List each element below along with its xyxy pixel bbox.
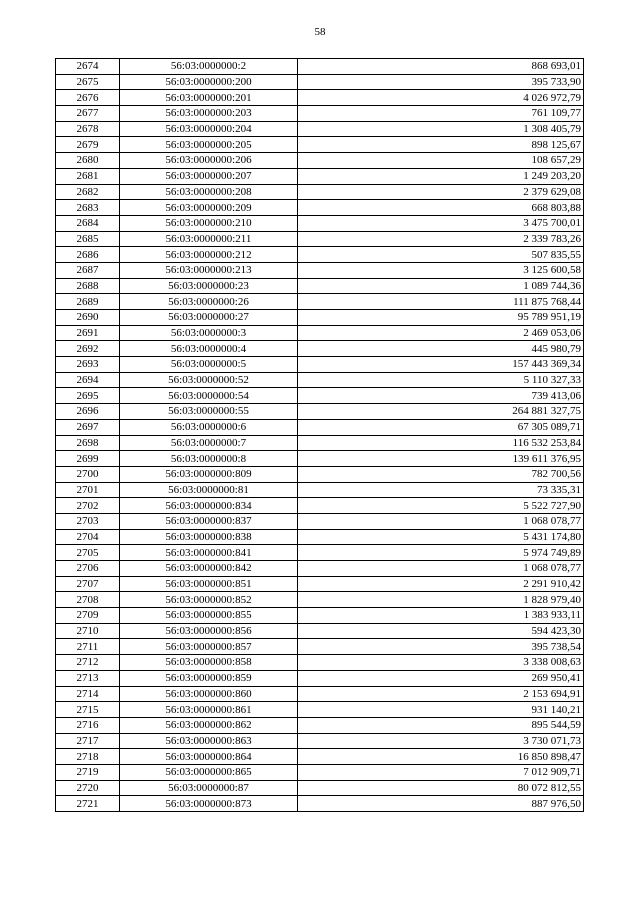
cadastral-number-cell: 56:03:0000000:210 — [120, 215, 298, 231]
cadastral-value-cell: 1 383 933,11 — [298, 608, 584, 624]
cadastral-number-cell: 56:03:0000000:837 — [120, 513, 298, 529]
cadastral-value-cell: 264 881 327,75 — [298, 404, 584, 420]
row-number-cell: 2717 — [56, 733, 120, 749]
cadastral-number-cell: 56:03:0000000:204 — [120, 121, 298, 137]
cadastral-number-cell: 56:03:0000000:208 — [120, 184, 298, 200]
table-row — [56, 325, 584, 341]
cadastral-value-cell: 67 305 089,71 — [298, 419, 584, 435]
row-number-cell: 2719 — [56, 764, 120, 780]
cadastral-number-cell: 56:03:0000000:26 — [120, 294, 298, 310]
cadastral-value-cell: 2 339 783,26 — [298, 231, 584, 247]
table-row — [56, 419, 584, 435]
cadastral-number-cell: 56:03:0000000:4 — [120, 341, 298, 357]
row-number-cell: 2679 — [56, 137, 120, 153]
cadastral-number-cell: 56:03:0000000:6 — [120, 419, 298, 435]
cadastral-number-cell: 56:03:0000000:3 — [120, 325, 298, 341]
cadastral-value-cell: 868 693,01 — [298, 59, 584, 75]
cadastral-value-cell: 80 072 812,55 — [298, 780, 584, 796]
cadastral-value-cell: 73 335,31 — [298, 482, 584, 498]
row-number-cell: 2705 — [56, 545, 120, 561]
cadastral-value-cell: 887 976,50 — [298, 796, 584, 812]
cadastral-value-cell: 1 089 744,36 — [298, 278, 584, 294]
cadastral-value-cell: 668 803,88 — [298, 200, 584, 216]
cadastral-number-cell: 56:03:0000000:209 — [120, 200, 298, 216]
row-number-cell: 2707 — [56, 576, 120, 592]
row-number-cell: 2674 — [56, 59, 120, 75]
cadastral-number-cell: 56:03:0000000:873 — [120, 796, 298, 812]
row-number-cell: 2694 — [56, 372, 120, 388]
row-number-cell: 2718 — [56, 749, 120, 765]
cadastral-number-cell: 56:03:0000000:23 — [120, 278, 298, 294]
table-row — [56, 686, 584, 702]
cadastral-value-cell: 2 379 629,08 — [298, 184, 584, 200]
row-number-cell: 2678 — [56, 121, 120, 137]
row-number-cell: 2692 — [56, 341, 120, 357]
cadastral-number-cell: 56:03:0000000:52 — [120, 372, 298, 388]
row-number-cell: 2710 — [56, 623, 120, 639]
cadastral-number-cell: 56:03:0000000:8 — [120, 451, 298, 467]
table-row — [56, 764, 584, 780]
table-row — [56, 247, 584, 263]
table-row — [56, 670, 584, 686]
row-number-cell: 2681 — [56, 168, 120, 184]
row-number-cell: 2701 — [56, 482, 120, 498]
row-number-cell: 2682 — [56, 184, 120, 200]
row-number-cell: 2686 — [56, 247, 120, 263]
row-number-cell: 2697 — [56, 419, 120, 435]
cadastral-value-cell: 1 068 078,77 — [298, 513, 584, 529]
table-row — [56, 262, 584, 278]
cadastral-number-cell: 56:03:0000000:809 — [120, 466, 298, 482]
row-number-cell: 2677 — [56, 106, 120, 122]
cadastral-value-cell: 111 875 768,44 — [298, 294, 584, 310]
cadastral-value-cell: 95 789 951,19 — [298, 310, 584, 326]
table-row — [56, 749, 584, 765]
table-row — [56, 372, 584, 388]
cadastral-number-cell: 56:03:0000000:201 — [120, 90, 298, 106]
cadastral-number-cell: 56:03:0000000:860 — [120, 686, 298, 702]
table-row — [56, 608, 584, 624]
cadastral-number-cell: 56:03:0000000:852 — [120, 592, 298, 608]
cadastral-value-cell: 5 110 327,33 — [298, 372, 584, 388]
table-row — [56, 733, 584, 749]
table-row — [56, 231, 584, 247]
row-number-cell: 2676 — [56, 90, 120, 106]
row-number-cell: 2702 — [56, 498, 120, 514]
cadastral-number-cell: 56:03:0000000:206 — [120, 153, 298, 169]
table-row — [56, 780, 584, 796]
cadastral-value-cell: 761 109,77 — [298, 106, 584, 122]
table-row — [56, 702, 584, 718]
cadastral-value-table — [55, 58, 584, 812]
cadastral-number-cell: 56:03:0000000:865 — [120, 764, 298, 780]
table-row — [56, 168, 584, 184]
row-number-cell: 2691 — [56, 325, 120, 341]
cadastral-value-cell: 5 974 749,89 — [298, 545, 584, 561]
cadastral-number-cell: 56:03:0000000:211 — [120, 231, 298, 247]
table-row — [56, 404, 584, 420]
table-row — [56, 137, 584, 153]
cadastral-value-cell: 895 544,59 — [298, 717, 584, 733]
table-row — [56, 545, 584, 561]
cadastral-number-cell: 56:03:0000000:27 — [120, 310, 298, 326]
row-number-cell: 2695 — [56, 388, 120, 404]
cadastral-value-cell: 2 291 910,42 — [298, 576, 584, 592]
row-number-cell: 2714 — [56, 686, 120, 702]
cadastral-value-cell: 3 125 600,58 — [298, 262, 584, 278]
row-number-cell: 2700 — [56, 466, 120, 482]
row-number-cell: 2693 — [56, 357, 120, 373]
cadastral-value-cell: 108 657,29 — [298, 153, 584, 169]
row-number-cell: 2716 — [56, 717, 120, 733]
row-number-cell: 2712 — [56, 655, 120, 671]
table-row — [56, 639, 584, 655]
cadastral-value-cell: 5 522 727,90 — [298, 498, 584, 514]
row-number-cell: 2699 — [56, 451, 120, 467]
row-number-cell: 2704 — [56, 529, 120, 545]
table-row — [56, 106, 584, 122]
cadastral-value-cell: 739 413,06 — [298, 388, 584, 404]
cadastral-value-cell: 1 308 405,79 — [298, 121, 584, 137]
cadastral-value-cell: 7 012 909,71 — [298, 764, 584, 780]
table-row — [56, 498, 584, 514]
table-row — [56, 529, 584, 545]
cadastral-number-cell: 56:03:0000000:81 — [120, 482, 298, 498]
row-number-cell: 2703 — [56, 513, 120, 529]
cadastral-number-cell: 56:03:0000000:834 — [120, 498, 298, 514]
cadastral-number-cell: 56:03:0000000:200 — [120, 74, 298, 90]
cadastral-number-cell: 56:03:0000000:856 — [120, 623, 298, 639]
table-row — [56, 592, 584, 608]
cadastral-number-cell: 56:03:0000000:212 — [120, 247, 298, 263]
cadastral-number-cell: 56:03:0000000:851 — [120, 576, 298, 592]
table-row — [56, 513, 584, 529]
row-number-cell: 2711 — [56, 639, 120, 655]
cadastral-value-cell: 116 532 253,84 — [298, 435, 584, 451]
cadastral-number-cell: 56:03:0000000:207 — [120, 168, 298, 184]
cadastral-number-cell: 56:03:0000000:861 — [120, 702, 298, 718]
table-row — [56, 655, 584, 671]
cadastral-number-cell: 56:03:0000000:54 — [120, 388, 298, 404]
cadastral-value-cell: 507 835,55 — [298, 247, 584, 263]
row-number-cell: 2675 — [56, 74, 120, 90]
row-number-cell: 2708 — [56, 592, 120, 608]
table-row — [56, 717, 584, 733]
cadastral-number-cell: 56:03:0000000:857 — [120, 639, 298, 655]
cadastral-value-cell: 898 125,67 — [298, 137, 584, 153]
cadastral-number-cell: 56:03:0000000:205 — [120, 137, 298, 153]
table-row — [56, 796, 584, 812]
row-number-cell: 2709 — [56, 608, 120, 624]
cadastral-value-cell: 16 850 898,47 — [298, 749, 584, 765]
table-row — [56, 215, 584, 231]
row-number-cell: 2720 — [56, 780, 120, 796]
cadastral-number-cell: 56:03:0000000:87 — [120, 780, 298, 796]
cadastral-number-cell: 56:03:0000000:7 — [120, 435, 298, 451]
page-number: 58 — [314, 26, 326, 38]
cadastral-value-cell: 2 153 694,91 — [298, 686, 584, 702]
cadastral-value-cell: 1 828 979,40 — [298, 592, 584, 608]
row-number-cell: 2683 — [56, 200, 120, 216]
cadastral-value-cell: 782 700,56 — [298, 466, 584, 482]
cadastral-value-cell: 157 443 369,34 — [298, 357, 584, 373]
row-number-cell: 2690 — [56, 310, 120, 326]
cadastral-value-cell: 445 980,79 — [298, 341, 584, 357]
table-row — [56, 435, 584, 451]
cadastral-value-cell: 395 738,54 — [298, 639, 584, 655]
table-row — [56, 310, 584, 326]
table-row — [56, 623, 584, 639]
cadastral-value-cell: 3 338 008,63 — [298, 655, 584, 671]
cadastral-value-cell: 931 140,21 — [298, 702, 584, 718]
row-number-cell: 2680 — [56, 153, 120, 169]
table-row — [56, 153, 584, 169]
table-row — [56, 451, 584, 467]
cadastral-number-cell: 56:03:0000000:841 — [120, 545, 298, 561]
cadastral-number-cell: 56:03:0000000:862 — [120, 717, 298, 733]
cadastral-value-cell: 3 730 071,73 — [298, 733, 584, 749]
table-row — [56, 74, 584, 90]
cadastral-value-cell: 269 950,41 — [298, 670, 584, 686]
cadastral-value-cell: 395 733,90 — [298, 74, 584, 90]
table-row — [56, 388, 584, 404]
cadastral-value-cell: 1 068 078,77 — [298, 561, 584, 577]
table-row — [56, 466, 584, 482]
cadastral-number-cell: 56:03:0000000:838 — [120, 529, 298, 545]
cadastral-value-cell: 2 469 053,06 — [298, 325, 584, 341]
cadastral-number-cell: 56:03:0000000:863 — [120, 733, 298, 749]
row-number-cell: 2721 — [56, 796, 120, 812]
cadastral-number-cell: 56:03:0000000:2 — [120, 59, 298, 75]
cadastral-number-cell: 56:03:0000000:859 — [120, 670, 298, 686]
cadastral-number-cell: 56:03:0000000:842 — [120, 561, 298, 577]
table-row — [56, 184, 584, 200]
table-body — [56, 59, 584, 812]
cadastral-number-cell: 56:03:0000000:213 — [120, 262, 298, 278]
cadastral-number-cell: 56:03:0000000:203 — [120, 106, 298, 122]
cadastral-number-cell: 56:03:0000000:864 — [120, 749, 298, 765]
table-row — [56, 576, 584, 592]
table-row — [56, 200, 584, 216]
row-number-cell: 2687 — [56, 262, 120, 278]
table-row — [56, 341, 584, 357]
row-number-cell: 2698 — [56, 435, 120, 451]
row-number-cell: 2715 — [56, 702, 120, 718]
cadastral-value-cell: 4 026 972,79 — [298, 90, 584, 106]
row-number-cell: 2685 — [56, 231, 120, 247]
table-row — [56, 482, 584, 498]
table-row — [56, 294, 584, 310]
row-number-cell: 2706 — [56, 561, 120, 577]
table-row — [56, 357, 584, 373]
cadastral-number-cell: 56:03:0000000:858 — [120, 655, 298, 671]
table-row — [56, 59, 584, 75]
cadastral-number-cell: 56:03:0000000:5 — [120, 357, 298, 373]
row-number-cell: 2713 — [56, 670, 120, 686]
cadastral-number-cell: 56:03:0000000:55 — [120, 404, 298, 420]
row-number-cell: 2696 — [56, 404, 120, 420]
table-row — [56, 561, 584, 577]
cadastral-value-cell: 139 611 376,95 — [298, 451, 584, 467]
cadastral-value-cell: 594 423,30 — [298, 623, 584, 639]
table-row — [56, 90, 584, 106]
cadastral-value-cell: 5 431 174,80 — [298, 529, 584, 545]
table-row — [56, 278, 584, 294]
table-row — [56, 121, 584, 137]
row-number-cell: 2684 — [56, 215, 120, 231]
cadastral-value-cell: 3 475 700,01 — [298, 215, 584, 231]
cadastral-value-cell: 1 249 203,20 — [298, 168, 584, 184]
row-number-cell: 2689 — [56, 294, 120, 310]
cadastral-number-cell: 56:03:0000000:855 — [120, 608, 298, 624]
row-number-cell: 2688 — [56, 278, 120, 294]
